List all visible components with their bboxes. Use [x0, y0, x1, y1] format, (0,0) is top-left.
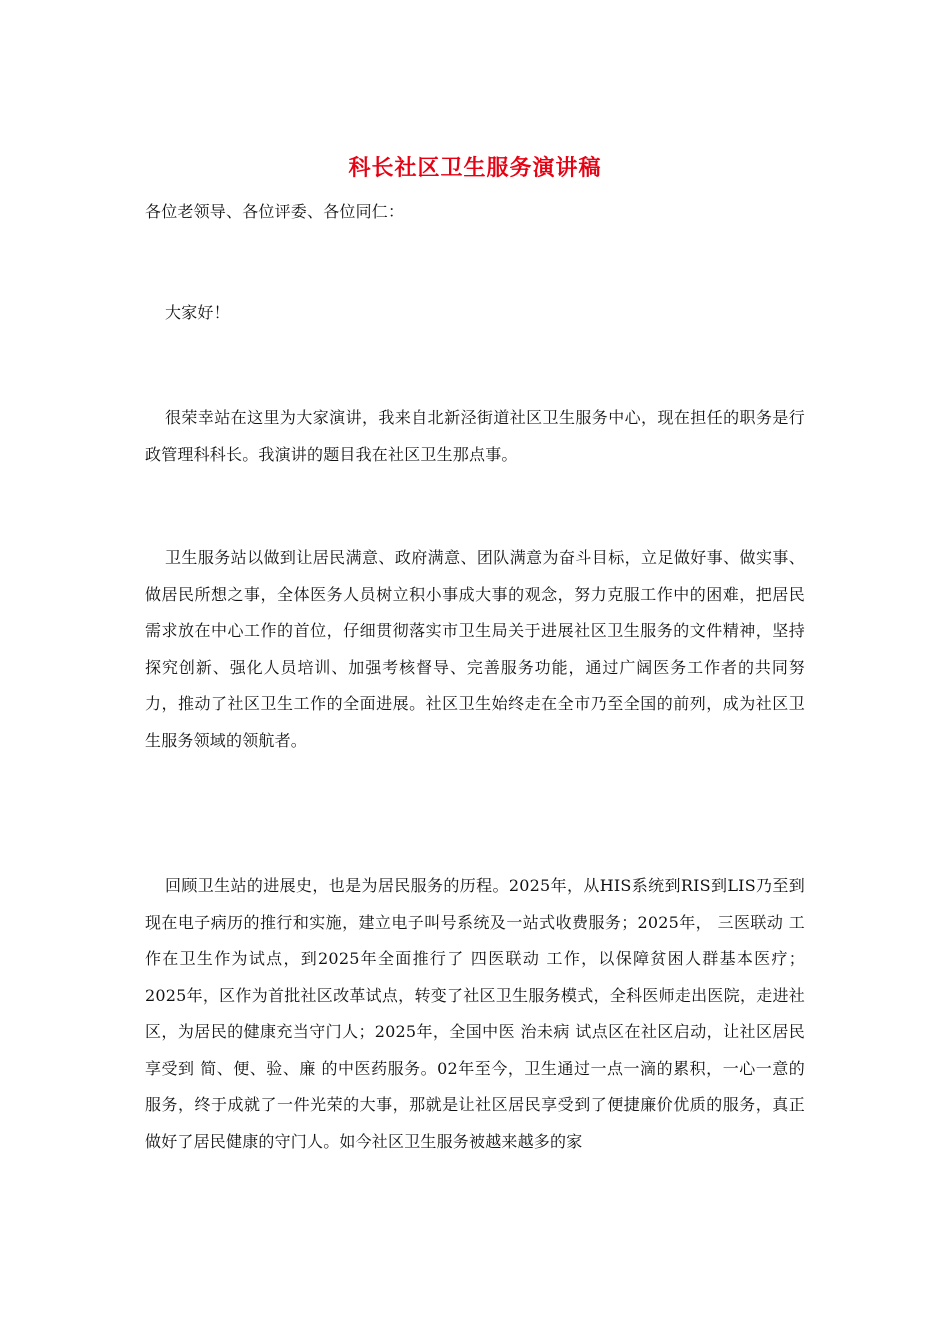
greeting: [145, 295, 805, 332]
paragraph-1: [145, 400, 805, 473]
paragraph-text: 回顾卫生站的进展史，也是为居民服务的历程。2025年，从HIS系统到RIS到LIS乃至到现在电子病历的推行和实施，建立电子叫号系统及一站式收费服务；2025年， 三医联动 工作在卫生作为试点，到2025年全面推行了 四医联动 工作，以保障贫困人群基本医疗；2025年，区作为首批社区改革试点，转变了社区卫生服务模式，全科医师走出医院，走进社区，为居民的健康充当守门人；2025年，全国中医 治未病 试点区在社区启动，让社区居民享受到 简、便、验、廉 的中医药服务。02年至今，卫生通过一点一滴的累积，一心一意的服务，终于成就了一件光荣的大事，那就是让社区居民享受到了便捷廉价优质的服务，真正做好了居民健康的守门人。如今社区卫生服务被越来越多的家: [145, 876, 805, 1151]
paragraph-2: [145, 540, 805, 759]
greeting-text: 大家好！: [165, 303, 230, 322]
paragraph-text: 卫生服务站以做到让居民满意、政府满意、团队满意为奋斗目标，立足做好事、做实事、做居民所想之事，全体医务人员树立积小事成大事的观念，努力克服工作中的困难，把居民需求放在中心工作的首位，仔细贯彻落实市卫生局关于进展社区卫生服务的文件精神，坚持探究创新、强化人员培训、加强考核督导、完善服务功能，通过广阔医务工作者的共同努力，推动了社区卫生工作的全面进展。社区卫生始终走在全市乃至全国的前列，成为社区卫生服务领域的领航者。: [145, 548, 805, 750]
salutation-text: 各位老领导、各位评委、各位同仁：: [145, 202, 405, 221]
paragraph-text: 很荣幸站在这里为大家演讲，我来自北新泾街道社区卫生服务中心，现在担任的职务是行政管理科科长。我演讲的题目我在社区卫生那点事。: [145, 408, 805, 464]
paragraph-3: [145, 868, 805, 1160]
salutation: [145, 194, 805, 231]
document-title: 科长社区卫生服务演讲稿: [348, 155, 602, 181]
